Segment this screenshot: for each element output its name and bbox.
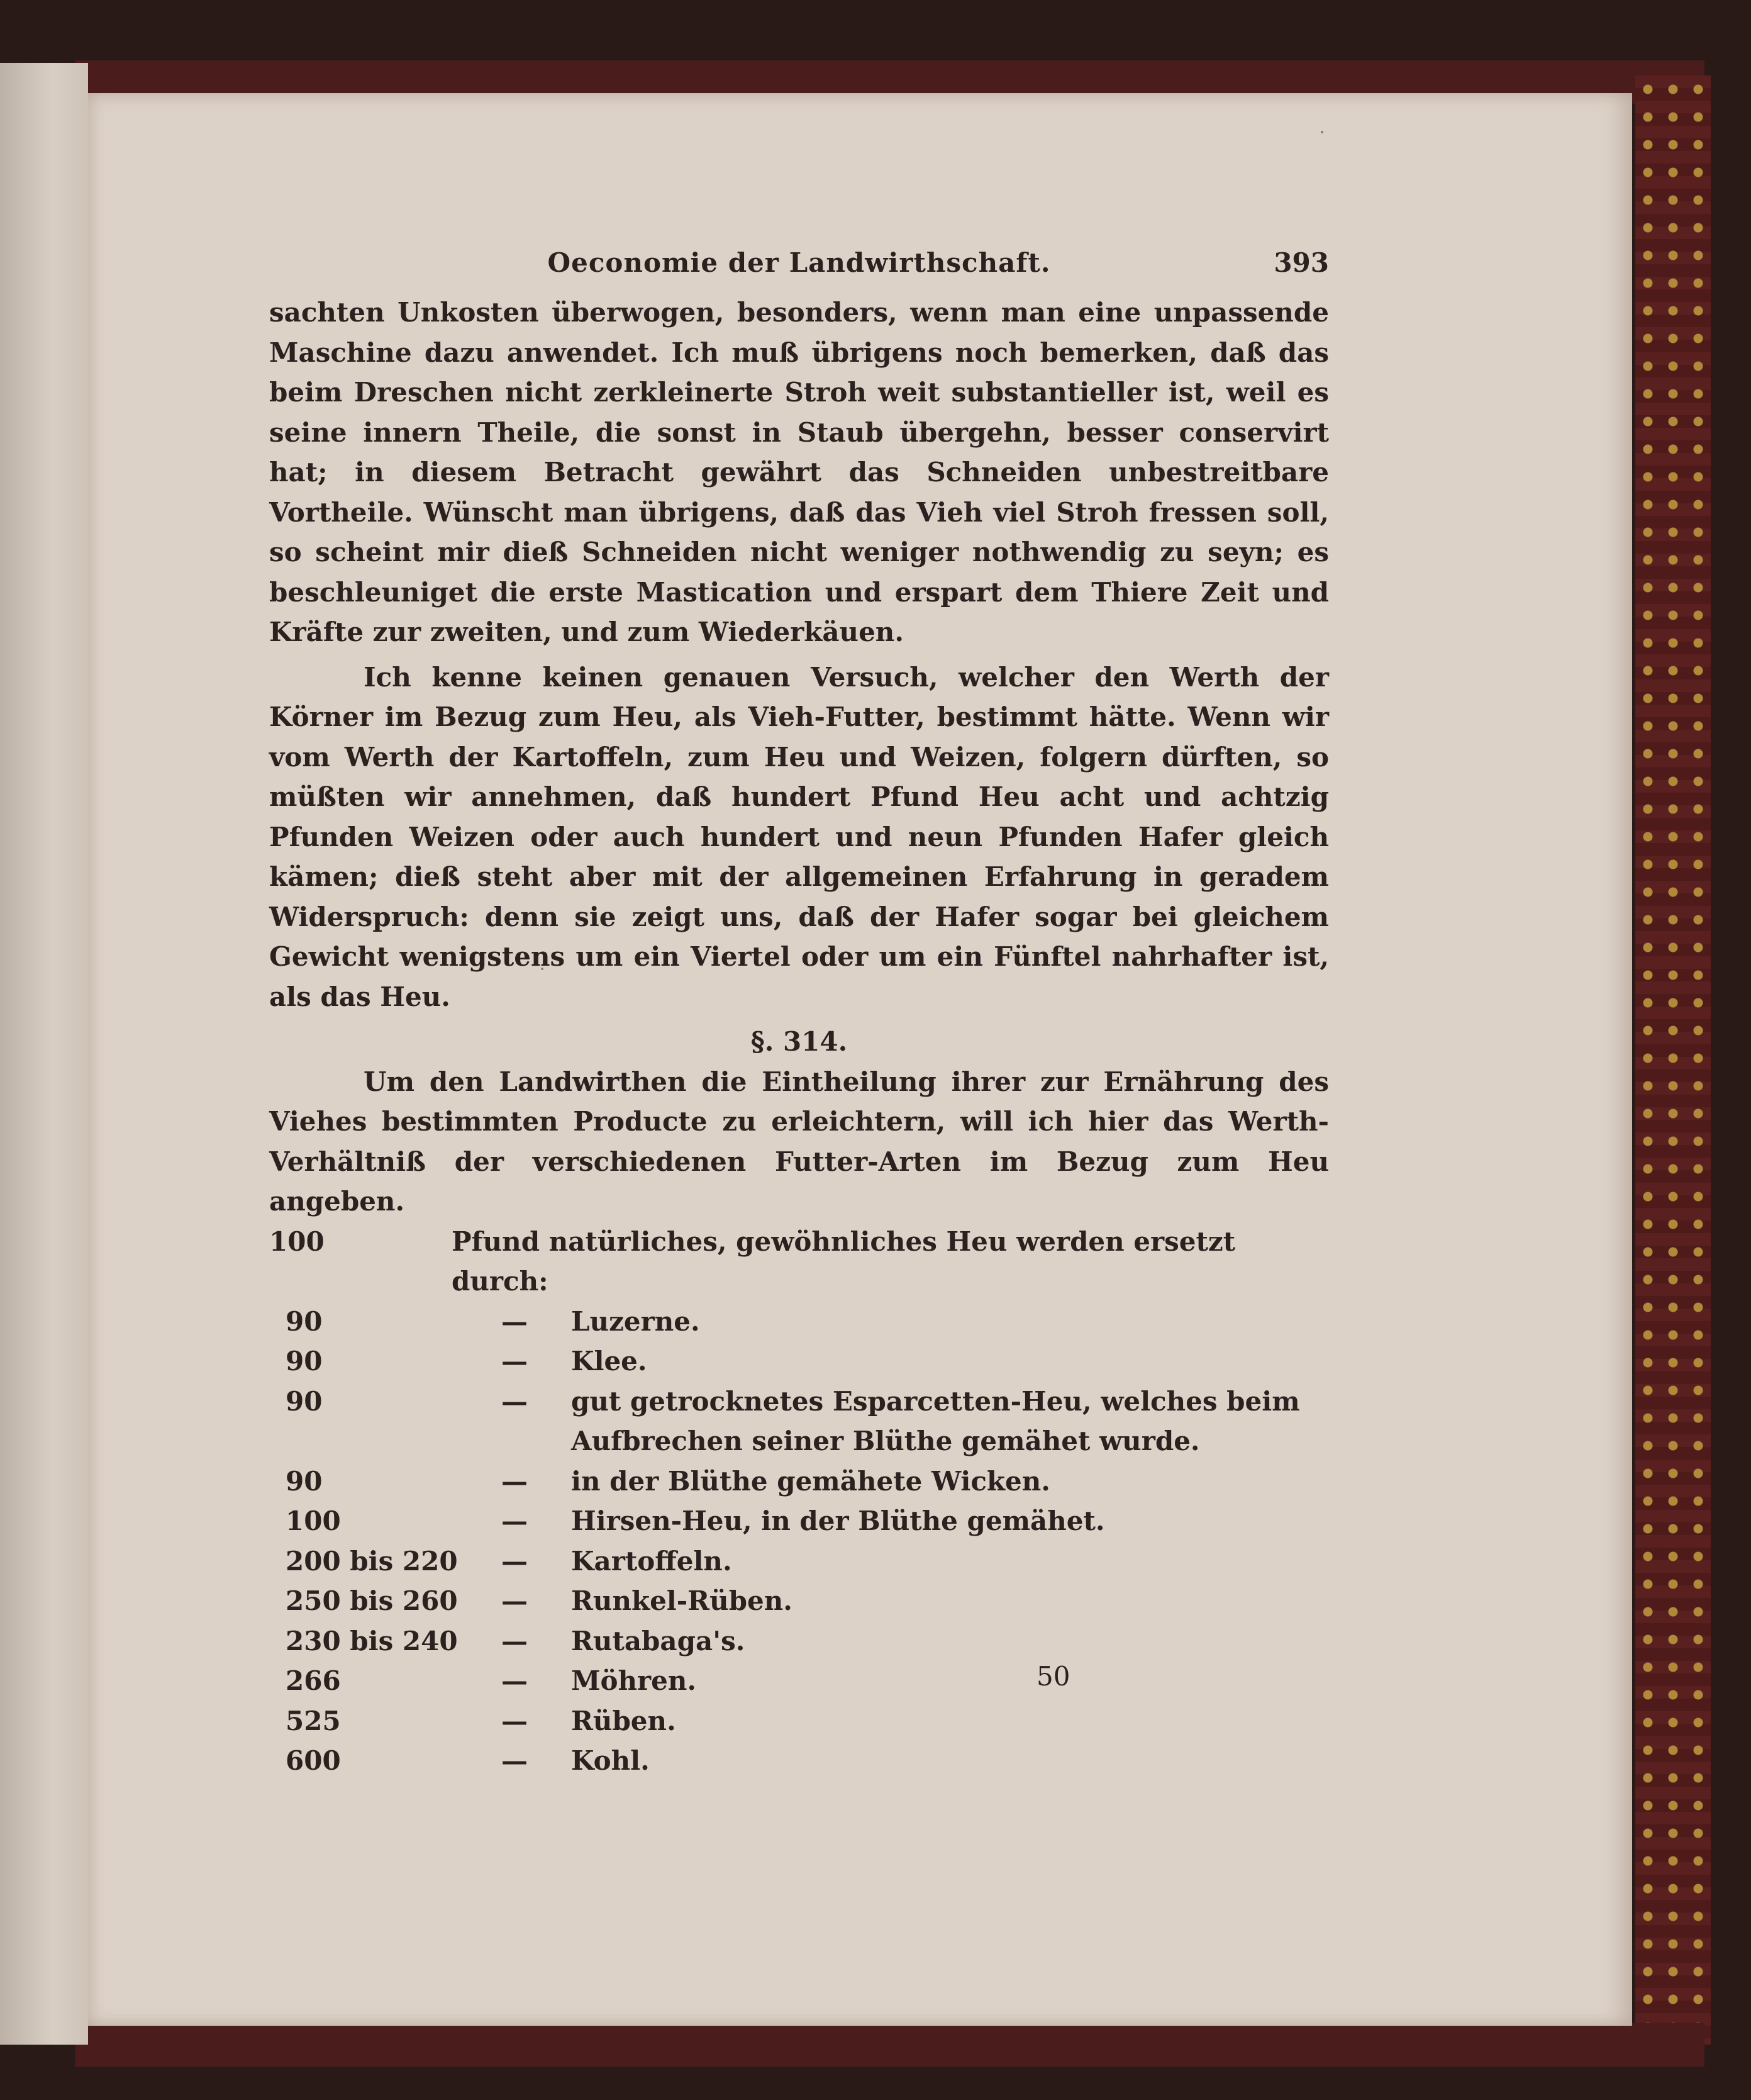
- fodder-name: in der Blüthe gemähete Wicken.: [571, 1465, 1050, 1497]
- amount: 230 bis 240: [286, 1625, 458, 1656]
- amount: 90: [286, 1465, 323, 1497]
- table-row: [269, 1541, 1329, 1582]
- paragraph: Um den Landwirthen die Eintheilung ihrer zur Ernährung des Viehes bestimmten Producte zu erleichtern, will ich hier das Werth-Verhältniß der verschiedenen Futter-Arten im Bezug zum Heu angeben.: [269, 1066, 1329, 1217]
- page-number: 393: [1274, 247, 1329, 278]
- signature-mark: 50: [1037, 1661, 1070, 1692]
- dash: —: [501, 1625, 528, 1656]
- fodder-name: Möhren.: [571, 1665, 697, 1696]
- row-text: Pfund natürliches, gewöhnliches Heu werden ersetzt durch:: [452, 1226, 1236, 1297]
- section-heading: §. 314.: [750, 1026, 848, 1057]
- dash: —: [501, 1585, 528, 1616]
- amount: 600: [286, 1745, 341, 1776]
- amount: 200 bis 220: [286, 1545, 458, 1577]
- dash: —: [501, 1705, 528, 1736]
- dash: —: [501, 1385, 528, 1417]
- table-row: [269, 1501, 1329, 1541]
- dash: —: [501, 1305, 528, 1337]
- dash: —: [501, 1465, 528, 1497]
- fodder-name: gut getrocknetes Esparcetten-Heu, welches beim Aufbrechen seiner Blüthe gemähet wurde.: [571, 1385, 1300, 1456]
- amount: 90: [286, 1346, 323, 1377]
- page-text: [269, 236, 1329, 1781]
- table-row: [269, 1581, 1329, 1621]
- facing-page-edge: [0, 63, 88, 2045]
- table-row: [269, 1341, 1329, 1382]
- dash: —: [501, 1545, 528, 1577]
- amount: 266: [286, 1665, 341, 1696]
- table-row: [269, 1382, 1329, 1461]
- fodder-name: Hirsen-Heu, in der Blüthe gemähet.: [571, 1505, 1105, 1536]
- amount: 250 bis 260: [286, 1585, 458, 1616]
- table-row: [269, 1302, 1329, 1342]
- fodder-name: Kohl.: [571, 1745, 650, 1776]
- dash: —: [501, 1505, 528, 1536]
- fodder-name: Kartoffeln.: [571, 1545, 732, 1577]
- amount: 100: [269, 1226, 325, 1257]
- table-row: [269, 1621, 1329, 1662]
- book-cover-bottom: [75, 2023, 1704, 2067]
- dash: —: [501, 1665, 528, 1696]
- paragraph: sachten Unkosten überwogen, besonders, wenn man eine unpassende Maschine dazu anwendet. Ich muß übrigens noch bemerken, daß das beim Dreschen nicht zerkleinerte Stroh weit substantieller ist, weil es seine innern Theile, die sonst in Staub übergehn, besser conservirt hat; in diesem Betracht gewährt das Schneiden unbestreitbare Vortheile. Wünscht man übrigens, daß das Vieh viel Stroh fressen soll, so scheint mir dieß Schneiden nicht weniger nothwendig zu seyn; es beschleuniget die erste Mastication und erspart dem Thiere Zeit und Kräfte zur zweiten, und zum Wiederkäuen.: [269, 297, 1329, 647]
- amount: 90: [286, 1305, 323, 1337]
- running-title: Oeconomie der Landwirthschaft.: [547, 247, 1051, 278]
- running-head: [269, 236, 1329, 293]
- dash: —: [501, 1745, 528, 1776]
- amount: 90: [286, 1385, 323, 1417]
- amount: 525: [286, 1705, 341, 1736]
- paper-speck: [1321, 131, 1323, 133]
- table-row: [269, 1741, 1329, 1781]
- fodder-table: [269, 1222, 1329, 1781]
- fodder-name: Runkel-Rüben.: [571, 1585, 792, 1616]
- table-row: [269, 1701, 1329, 1741]
- book-cover-edge: [1635, 75, 1711, 2045]
- paragraph: Ich kenne keinen genauen Versuch, welcher den Werth der Körner im Bezug zum Heu, als Vieh-Futter, bestimmt hätte. Wenn wir vom Werth der Kartoffeln, zum Heu und Weizen, folgern dürften, so müßten wir annehmen, daß hundert Pfund Heu acht und achtzig Pfunden Weizen oder auch hundert und neun Pfunden Hafer gleich kämen; dieß steht aber mit der allgemeinen Erfahrung in geradem Widerspruch: denn sie zeigt uns, daß der Hafer sogar bei gleichem Gewicht wenigstens um ein Viertel oder um ein Fünftel nahrhafter ist, als das Heu.: [269, 661, 1329, 1012]
- dash: —: [501, 1346, 528, 1377]
- amount: 100: [286, 1505, 341, 1536]
- fodder-name: Klee.: [571, 1346, 647, 1377]
- table-row: [269, 1222, 1329, 1302]
- table-row: [269, 1461, 1329, 1502]
- fodder-name: Luzerne.: [571, 1305, 700, 1337]
- table-row: [269, 1661, 1329, 1701]
- fodder-name: Rüben.: [571, 1705, 676, 1736]
- fodder-name: Rutabaga's.: [571, 1625, 745, 1656]
